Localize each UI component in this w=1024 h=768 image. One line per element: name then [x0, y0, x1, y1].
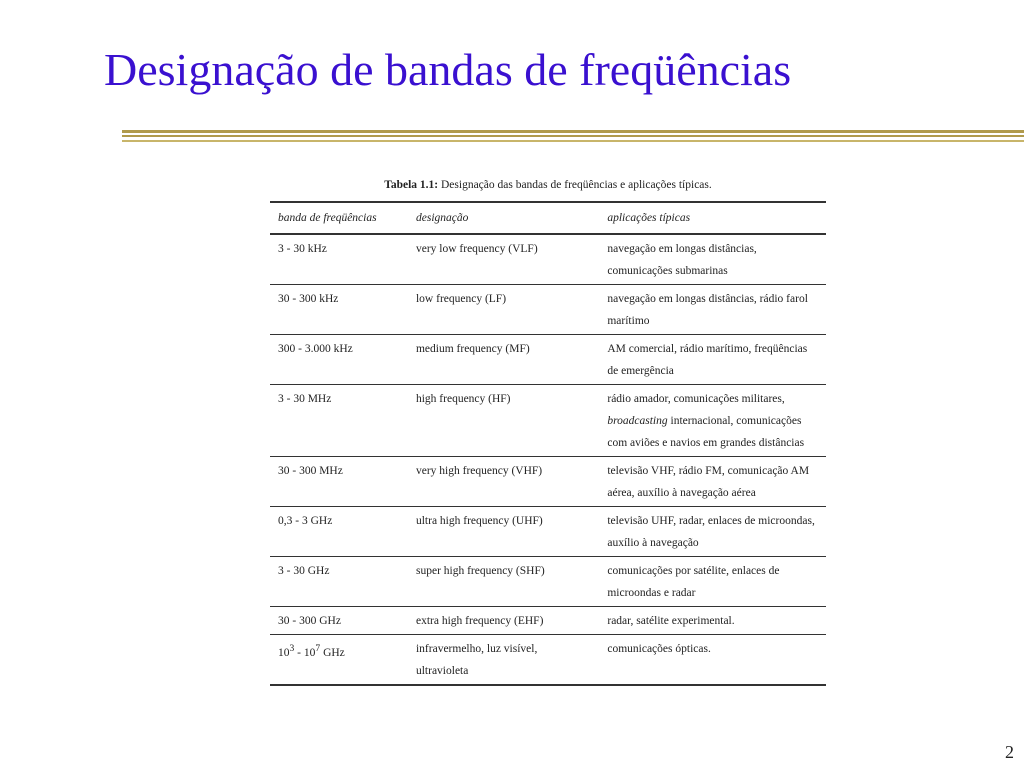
cell-applications-part: rádio amador, comunicações militares,	[607, 393, 785, 405]
slide-title: Designação de bandas de freqüências	[104, 44, 792, 95]
band-exponent: 7	[315, 643, 321, 654]
cell-band: 30 - 300 MHz	[278, 465, 343, 477]
page-number: 2	[1005, 742, 1014, 762]
column-header-applications: aplicações típicas	[607, 212, 691, 224]
cell-designation: high frequency (HF)	[415, 393, 511, 405]
table-row	[270, 557, 826, 607]
table-row	[270, 385, 826, 457]
cell-designation: super high frequency (SHF)	[415, 565, 545, 577]
cell-designation: ultra high frequency (UHF)	[415, 515, 543, 527]
cell-designation: very low frequency (VLF)	[415, 243, 538, 255]
table-row	[270, 234, 826, 285]
cell-band: 3 - 30 MHz	[278, 393, 332, 405]
cell-applications	[599, 385, 826, 457]
table-row	[270, 607, 826, 635]
table-caption	[270, 179, 826, 191]
cell-applications: radar, satélite experimental.	[607, 615, 735, 627]
column-header-band: banda de freqüências	[278, 212, 377, 224]
cell-band: 300 - 3.000 kHz	[278, 343, 353, 355]
cell-applications: AM comercial, rádio marítimo, freqüências de emergência	[607, 343, 808, 377]
title-divider-line	[122, 130, 1024, 133]
cell-applications-part: internacional, comunicações com aviões e navios em grandes distâncias	[607, 415, 805, 449]
table-caption-label: Tabela 1.1:	[384, 179, 439, 191]
band-base: 10	[278, 646, 290, 659]
frequency-bands-table	[270, 201, 826, 686]
cell-designation: very high frequency (VHF)	[415, 465, 543, 477]
cell-designation: infravermelho, luz visível, ultravioleta	[415, 643, 538, 677]
cell-designation: medium frequency (MF)	[415, 343, 530, 355]
table-row	[270, 335, 826, 385]
table-header-row	[270, 202, 826, 234]
title-divider-line	[122, 140, 1024, 142]
cell-applications: comunicações ópticas.	[607, 643, 711, 655]
cell-applications: televisão UHF, radar, enlaces de microondas, auxílio à navegação	[607, 515, 815, 549]
cell-band: 30 - 300 kHz	[278, 293, 339, 305]
band-separator: -	[294, 646, 304, 659]
band-base: 10	[303, 646, 316, 659]
column-header-designation: designação	[415, 212, 469, 224]
cell-band: 3 - 30 kHz	[278, 243, 327, 255]
cell-applications: navegação em longas distâncias, rádio farol marítimo	[607, 293, 808, 327]
table-row	[270, 457, 826, 507]
cell-designation: extra high frequency (EHF)	[415, 615, 544, 627]
table-row	[270, 285, 826, 335]
cell-band: 30 - 300 GHz	[278, 615, 341, 627]
cell-applications: televisão VHF, rádio FM, comunicação AM aérea, auxílio à navegação aérea	[607, 465, 810, 499]
cell-band: 0,3 - 3 GHz	[278, 515, 333, 527]
cell-designation: low frequency (LF)	[415, 293, 507, 305]
title-divider-line	[122, 135, 1024, 137]
table-row	[270, 635, 826, 686]
cell-band: 3 - 30 GHz	[278, 565, 330, 577]
table-caption-text: Designação das bandas de freqüências e aplicações típicas.	[440, 179, 712, 191]
cell-applications-emphasis: broadcasting	[607, 415, 668, 427]
band-exponent: 3	[289, 643, 295, 654]
cell-applications: comunicações por satélite, enlaces de microondas e radar	[607, 565, 780, 599]
table-row	[270, 507, 826, 557]
band-unit: GHz	[320, 646, 345, 659]
cell-band	[270, 635, 408, 686]
cell-applications: navegação em longas distâncias, comunicações submarinas	[607, 243, 757, 277]
